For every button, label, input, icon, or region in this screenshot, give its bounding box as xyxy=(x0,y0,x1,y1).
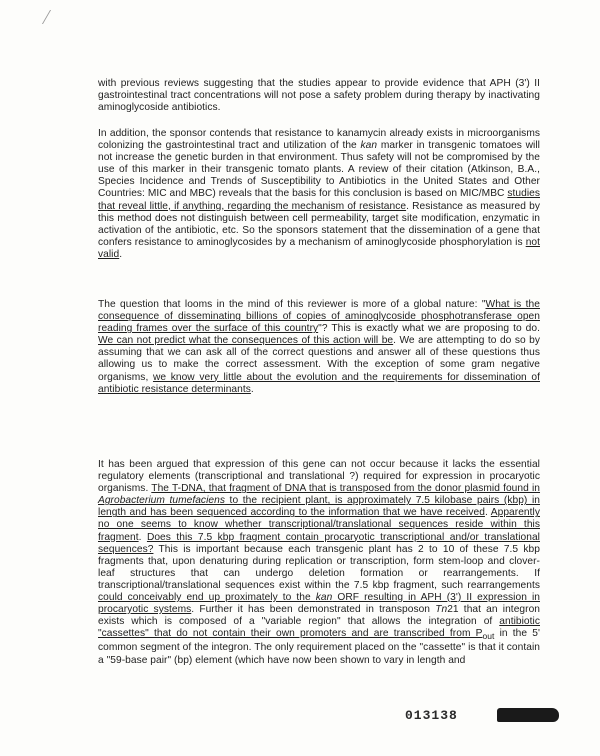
pen-mark xyxy=(42,10,63,24)
p4-text-e: . xyxy=(484,507,491,519)
p4-text-r: in the 5' common segment of the integron. The only requirement placed on the "cassette" is that it contain a "59-base pair" (bp) element (which have now been shown to vary in length and xyxy=(98,628,540,666)
p2-text-a: In addition, the sponsor contends that resistance to kanamycin already exists in microorganisms colonizing the gastrointestinal tract and utilization of the xyxy=(98,128,540,152)
p4-tn-italic: Tn xyxy=(435,604,448,616)
p4-text-o: 21 that an integron exists which is composed of a "variable region" that allows the integration of xyxy=(98,604,540,628)
p3-underlined-evolution: we know very little about the evolution and the requirements for dissemination of antibiotic resistance determinants xyxy=(98,371,540,395)
paragraph-4 xyxy=(98,459,540,667)
paragraph-1: with previous reviews suggesting that the studies appear to provide evidence that APH (3') II gastrointestinal tract concentrations will not pose a safety problem during therapy by inactivating aminoglycoside antibiotics. xyxy=(98,78,540,114)
paragraph-2 xyxy=(98,128,540,261)
p2-kan-italic: kan xyxy=(360,140,378,152)
p4-underlined-conceivably: could conceivably end up proximately to the xyxy=(98,592,316,604)
p3-text-g: . xyxy=(250,383,254,395)
p4-underlined-question: Does this 7.5 kbp fragment contain procaryotic transcriptional and/or translational sequences? xyxy=(98,531,540,555)
p3-text-e: . We are attempting to do so by assuming that we can ask all of the correct questions and answer all of these questions thus allowing us to make the correct assessment. With the exception of some gram negative organisms, xyxy=(98,335,540,383)
p3-text-c: "? This is exactly what we are proposing to do. xyxy=(318,323,540,335)
p2-underlined-not-valid: not valid xyxy=(98,236,540,260)
page-number: 013138 xyxy=(405,708,458,723)
p4-underlined-recipient: to the recipient plant, is approximately 7.5 kilobase pairs (kbp) in length and has been sequenced according to the information that we have received xyxy=(98,495,540,519)
p4-underlined-cassettes: antibiotic "cassettes" that do not contain their own promoters and are transcribed from P xyxy=(98,616,540,640)
p2-underlined-studies: studies that reveal little, if anything, regarding the mechanism of resistance xyxy=(98,188,540,212)
redaction-mark xyxy=(497,708,559,722)
p4-agrobacterium-italic: Agrobacterium tumefaciens xyxy=(98,495,225,507)
p4-text-i: This is important because each transgenic plant has 2 to 10 of these 7.5 kbp fragments that, upon denaturing during replication or transcription, form stem-loop and clover-leaf structures that can undergo deletion formation or rearrangements. If transcriptional/translational sequences exist within the 7.5 kbp fragment, such rearrangements xyxy=(98,543,540,591)
p3-underlined-question: What is the consequence of disseminating billions of copies of aminoglycoside phosphotransferase open reading frames over the surface of this country xyxy=(98,299,540,335)
p2-text-c: marker in transgenic tomatoes will not increase the genetic burden in that environment. Thus safety will not be compromised by the use of this marker in their transgenic tomato plants. A review of their citation (Atkinson, B.A., Species Incidence and Trends of Susceptibility to Antibiotics in the United States and Other Countries: MIC and MBC) reveals that the basis for this conclusion is based on MIC/MBC xyxy=(98,140,540,200)
p4-underlined-apparently: Apparently no one seems to know whether transcriptional/translational sequences reside within this fragment xyxy=(98,507,540,543)
paragraph-3 xyxy=(98,299,540,396)
p4-text-g: . xyxy=(138,531,147,543)
p4-text-a: It has been argued that expression of this gene can not occur because it lacks the essential regulatory elements (transcriptional and translational ?) required for expression in procaryotic organisms. xyxy=(98,459,540,495)
p3-underlined-predict: We can not predict what the consequences of this action will be xyxy=(98,335,394,347)
p4-text-m: . Further it has been demonstrated in transposon xyxy=(191,604,436,616)
p4-underlined-tdna: The T-DNA, that fragment of DNA that is transposed from the donor plasmid found in xyxy=(151,483,541,495)
p4-out-subscript: out xyxy=(482,631,495,642)
p3-text-a: The question that looms in the mind of this reviewer is more of a global nature: " xyxy=(98,299,486,310)
p2-text-g: . xyxy=(119,248,123,260)
p2-text-e: . Resistance as measured by this method does not distinguish between cell permeability, target site modification, enzymatic in activation of the antibiotic, etc. So the sponsors statement that the dissemination of a gene that confers resistance to aminoglycosides by a mechanism of aminoglycoside phosphorylation is xyxy=(98,200,540,248)
p4-underlined-orf: ORF resulting in APH (3') II expression in procaryotic systems xyxy=(98,592,540,616)
p4-kan-italic: kan xyxy=(315,592,333,604)
